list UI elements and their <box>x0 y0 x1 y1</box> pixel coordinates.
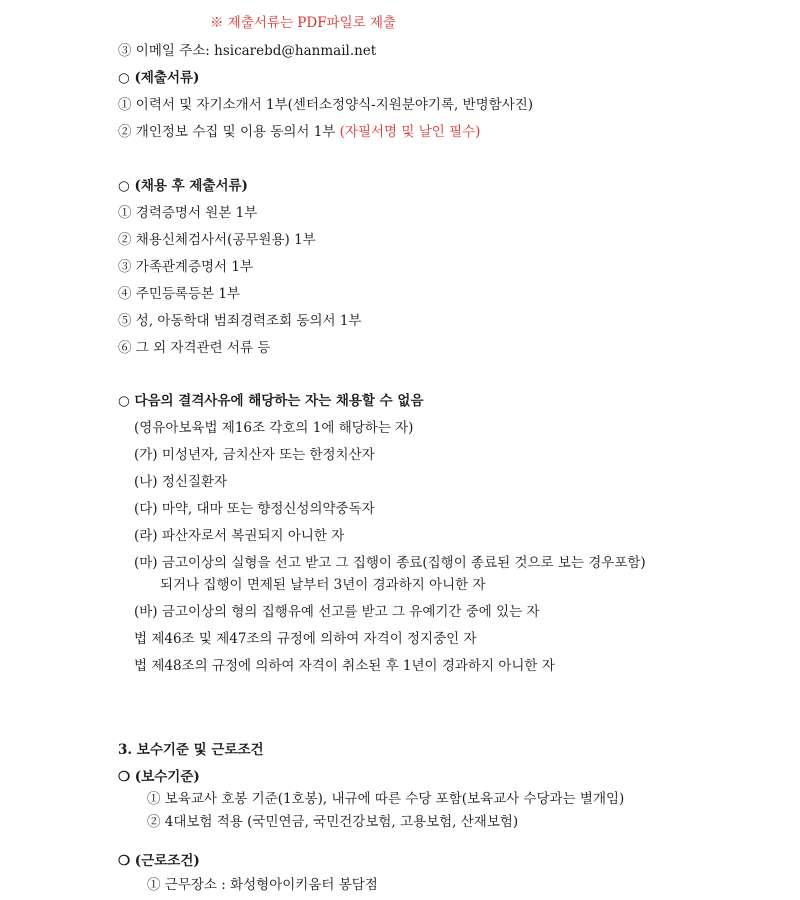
after-hire-docs-item: ③ 가족관계증명서 1부 <box>118 259 253 275</box>
submit-docs-item <box>118 123 480 141</box>
after-hire-docs-item: ① 경력증명서 원본 1부 <box>118 205 258 221</box>
disqualification-item: 법 제46조 및 제47조의 규정에 의하여 자격이 정지중인 자 <box>134 631 477 647</box>
disqualification-item: (나) 정신질환자 <box>134 474 228 490</box>
disqualification-item: 법 제48조의 규정에 의하여 자격이 취소된 후 1년이 경과하지 아니한 자 <box>134 658 555 674</box>
after-hire-docs-item: ④ 주민등록등본 1부 <box>118 286 240 302</box>
submit-docs-heading: ○ (제출서류) <box>118 70 200 86</box>
disqualification-intro: (영유아보육법 제16조 각호의 1에 해당하는 자) <box>134 420 414 436</box>
work-conditions-item: ① 근무장소 : 화성형아이키움터 봉담점 <box>147 877 378 893</box>
after-hire-docs-item: ② 채용신체검사서(공무원용) 1부 <box>118 232 316 248</box>
disqualification-item: (바) 금고이상의 형의 집행유예 선고를 받고 그 유예기간 중에 있는 자 <box>134 604 540 620</box>
work-conditions-heading: ❍ (근로조건) <box>118 853 200 869</box>
section-title: 3. 보수기준 및 근로조건 <box>118 742 264 758</box>
pay-standard-heading: ❍ (보수기준) <box>118 769 200 785</box>
after-hire-docs-heading: ○ (채용 후 제출서류) <box>118 178 248 194</box>
disqualification-item: (마) 금고이상의 실형을 선고 받고 그 집행이 종료(집행이 종료된 것으로 보는 경우포함) <box>134 555 646 571</box>
email-line: ③ 이메일 주소: hsicarebd@hanmail.net <box>118 43 377 59</box>
after-hire-docs-item: ⑥ 그 외 자격관련 서류 등 <box>118 340 271 356</box>
signature-required-note: (자필서명 및 날인 필수) <box>339 124 481 140</box>
disqualification-heading: ○ 다음의 결격사유에 해당하는 자는 채용할 수 없음 <box>118 393 424 409</box>
disqualification-item: (가) 미성년자, 금치산자 또는 한정치산자 <box>134 447 375 463</box>
disqualification-item: (다) 마약, 대마 또는 향정신성의약중독자 <box>134 501 375 517</box>
after-hire-docs-item: ⑤ 성, 아동학대 범죄경력조회 동의서 1부 <box>118 313 362 329</box>
pay-standard-item: ② 4대보험 적용 (국민연금, 국민건강보험, 고용보험, 산재보험) <box>147 814 519 830</box>
pdf-submission-note: ※ 제출서류는 PDF파일로 제출 <box>210 15 397 31</box>
submit-docs-item-text: ② 개인정보 수집 및 이용 동의서 1부 <box>118 124 340 140</box>
disqualification-item: (라) 파산자로서 복권되지 아니한 자 <box>134 528 345 544</box>
submit-docs-item: ① 이력서 및 자기소개서 1부(센터소정양식-지원분야기록, 반명함사진) <box>118 97 534 113</box>
disqualification-item-continuation: 되거나 집행이 면제된 날부터 3년이 경과하지 아니한 자 <box>160 577 486 593</box>
pay-standard-item: ① 보육교사 호봉 기준(1호봉), 내규에 따른 수당 포함(보육교사 수당과는 별개임) <box>147 791 625 807</box>
